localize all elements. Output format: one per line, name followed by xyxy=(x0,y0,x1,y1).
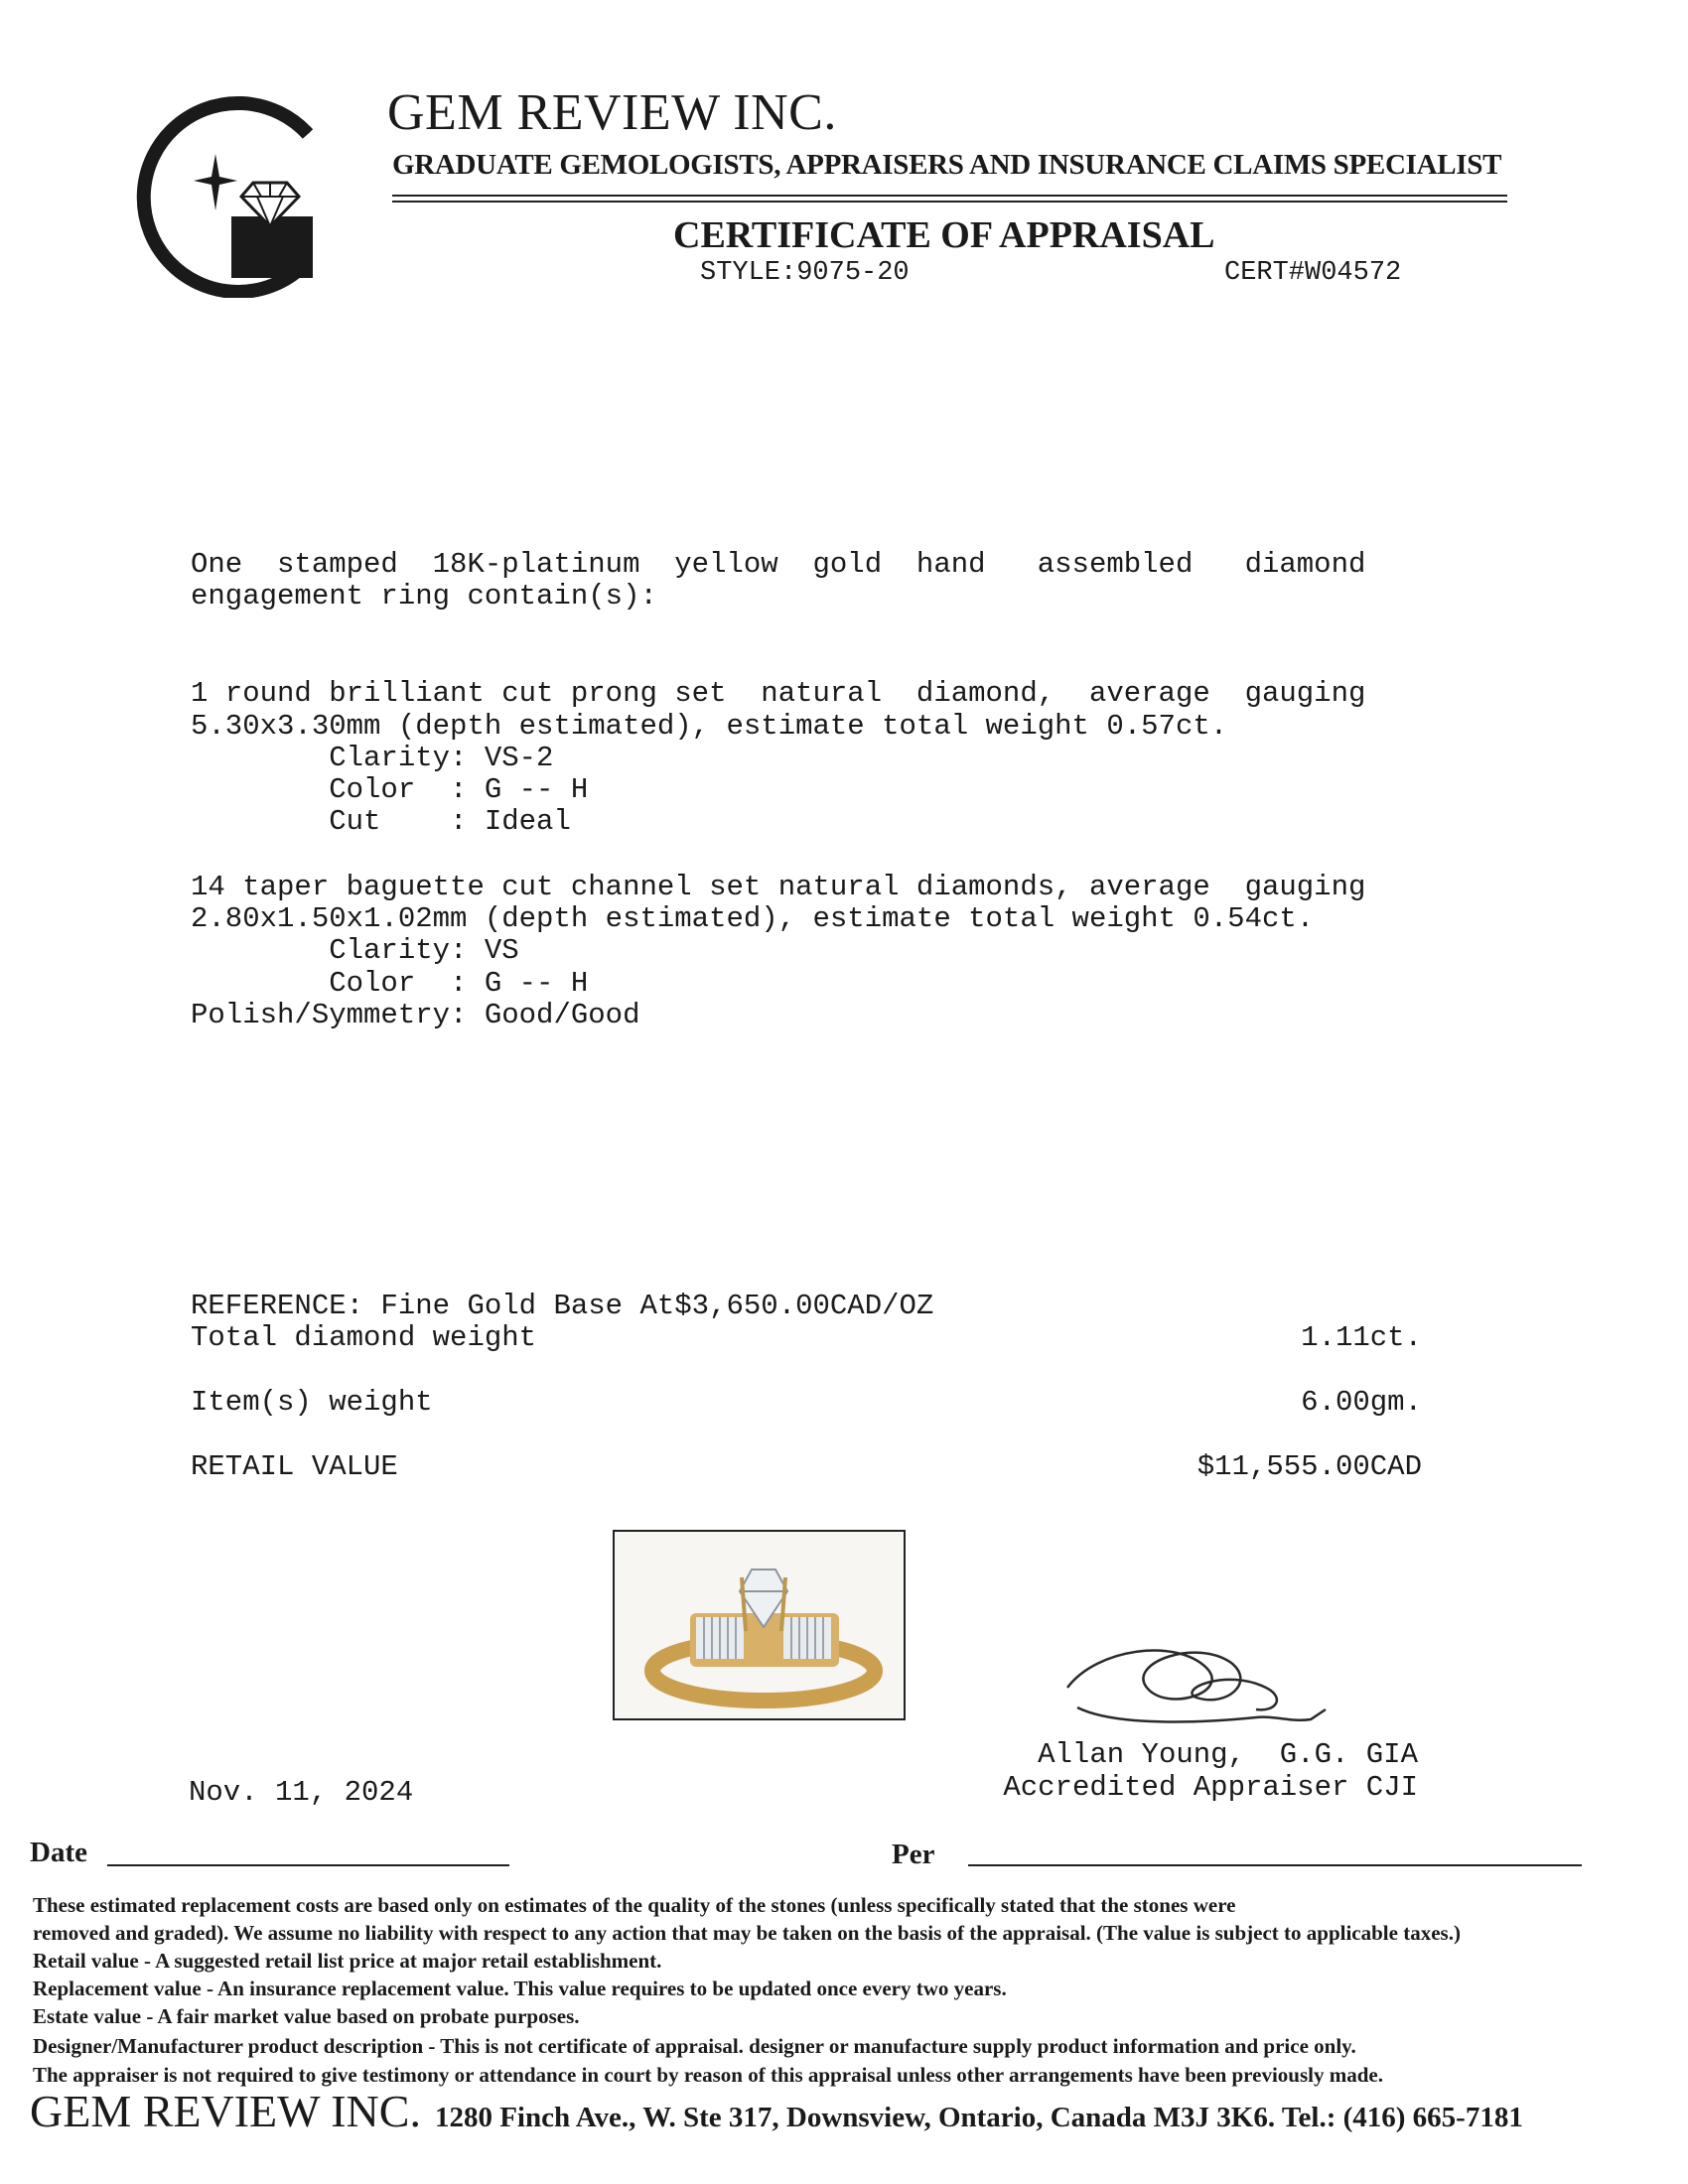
retail-value-amount: $11,555.00CAD xyxy=(1196,1450,1422,1483)
disclaimer-line-7: The appraiser is not required to give testimony or attendance in court by reason of this appraisal unless other arrangements have been previously made. xyxy=(33,2063,1383,2087)
header-divider-bottom xyxy=(392,201,1507,203)
side-stones-line-1: 14 taper baguette cut channel set natural diamonds, average gauging xyxy=(191,871,1366,903)
company-logo xyxy=(134,89,333,298)
reference-price: REFERENCE: Fine Gold Base At$3,650.00CAD/OZ xyxy=(191,1290,934,1322)
disclaimer-line-1: These estimated replacement costs are based only on estimates of the quality of the stones (unless specifically stated that the stones were xyxy=(33,1893,1236,1917)
appraisal-date: Nov. 11, 2024 xyxy=(189,1776,414,1809)
center-stone-clarity: Clarity: VS-2 xyxy=(191,742,554,774)
description-line-2: engagement ring contain(s): xyxy=(191,580,657,613)
item-weight-value: 6.00gm. xyxy=(1301,1386,1422,1419)
per-signature-line xyxy=(968,1864,1582,1866)
document-title: CERTIFICATE OF APPRAISAL xyxy=(673,214,1215,256)
description-line-1: One stamped 18K-platinum yellow gold hand assembled diamond xyxy=(191,548,1366,581)
disclaimer-line-6: Designer/Manufacturer product description - This is not certificate of appraisal. designer or manufacture supply product information and price only. xyxy=(33,2034,1356,2058)
appraiser-signature xyxy=(1057,1628,1345,1737)
ring-image-icon xyxy=(615,1532,904,1718)
side-stones-line-2: 2.80x1.50x1.02mm (depth estimated), estimate total weight 0.54ct. xyxy=(191,902,1315,935)
polish-symmetry: Polish/Symmetry: Good/Good xyxy=(191,999,640,1031)
footer-company-name: GEM REVIEW INC. xyxy=(30,2086,421,2136)
center-stone-line-1: 1 round brilliant cut prong set natural diamond, average gauging xyxy=(191,677,1366,710)
company-subtitle: GRADUATE GEMOLOGISTS, APPRAISERS AND INSURANCE CLAIMS SPECIALIST xyxy=(392,149,1502,181)
appraiser-name: Allan Young, G.G. GIA xyxy=(1038,1738,1418,1771)
per-label: Per xyxy=(892,1839,935,1870)
date-label: Date xyxy=(30,1837,87,1868)
total-diamond-weight-label: Total diamond weight xyxy=(191,1321,537,1354)
date-signature-line xyxy=(107,1864,509,1866)
footer-address: 1280 Finch Ave., W. Ste 317, Downsview, Ontario, Canada M3J 3K6. Tel.: (416) 665-7181 xyxy=(434,2102,1523,2133)
style-number: STYLE:9075-20 xyxy=(700,258,910,288)
disclaimer-line-4: Replacement value - An insurance replacement value. This value requires to be updated once every two years. xyxy=(33,1977,1007,2000)
retail-value-label: RETAIL VALUE xyxy=(191,1450,398,1483)
side-stones-color: Color : G -- H xyxy=(191,967,589,1000)
center-stone-line-2: 5.30x3.30mm (depth estimated), estimate total weight 0.57ct. xyxy=(191,710,1228,743)
center-stone-color: Color : G -- H xyxy=(191,773,589,806)
header-divider-top xyxy=(392,195,1507,197)
ring-photo xyxy=(613,1530,906,1720)
signature-icon xyxy=(1057,1628,1345,1737)
total-diamond-weight-value: 1.11ct. xyxy=(1301,1321,1422,1354)
gem-logo-icon xyxy=(134,89,333,298)
disclaimer-line-3: Retail value - A suggested retail list price at major retail establishment. xyxy=(33,1949,662,1973)
company-name: GEM REVIEW INC. xyxy=(387,84,837,141)
item-weight-label: Item(s) weight xyxy=(191,1386,433,1419)
disclaimer-line-2: removed and graded). We assume no liability with respect to any action that may be taken on the basis of the appraisal. (The value is subject to applicable taxes.) xyxy=(33,1921,1461,1945)
center-stone-cut: Cut : Ideal xyxy=(191,805,571,838)
footer-brand xyxy=(30,2085,1523,2137)
side-stones-clarity: Clarity: VS xyxy=(191,934,519,967)
certificate-number: CERT#W04572 xyxy=(1224,258,1402,288)
disclaimer-line-5: Estate value - A fair market value based on probate purposes. xyxy=(33,2004,580,2028)
appraiser-title: Accredited Appraiser CJI xyxy=(1003,1771,1418,1804)
